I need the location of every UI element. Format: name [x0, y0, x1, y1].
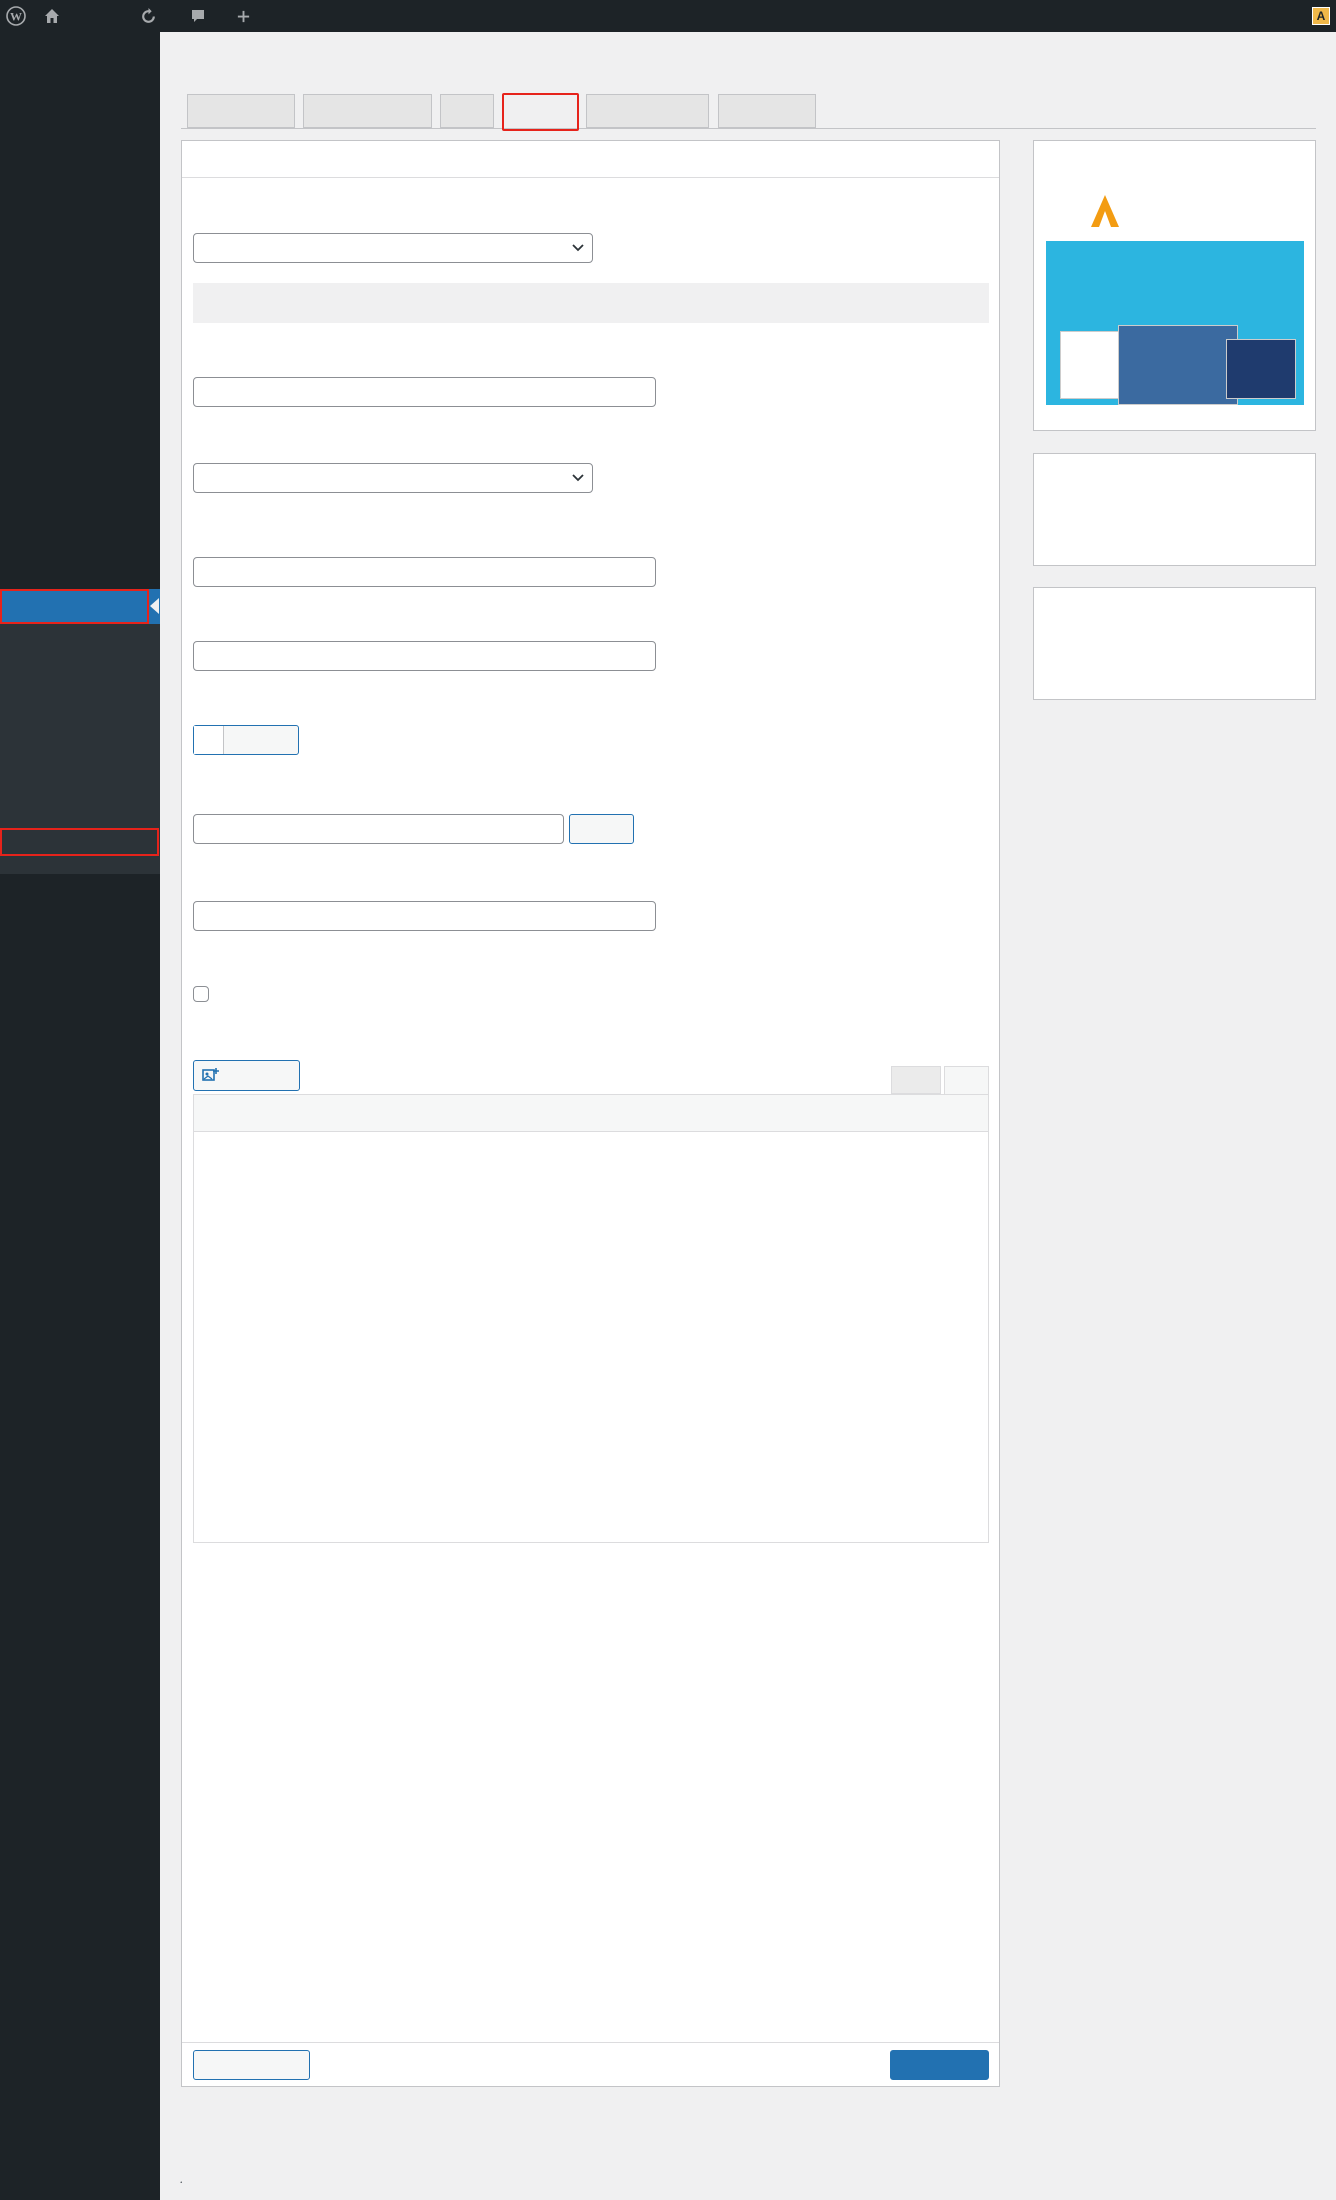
updates-link[interactable]	[140, 0, 164, 32]
comment-icon	[190, 8, 206, 24]
subtitle-input[interactable]	[193, 557, 656, 587]
footer-thanks: .	[180, 2171, 184, 2186]
banner-mockup-right	[1226, 339, 1296, 399]
num-sections-select[interactable]	[193, 233, 593, 263]
svg-text:W: W	[10, 9, 22, 24]
content-textarea[interactable]	[193, 1131, 989, 1543]
add-media-button[interactable]	[193, 1060, 300, 1091]
our-themes-widget	[1033, 140, 1316, 431]
chevron-down-icon	[572, 473, 584, 483]
tab-sections-highlight	[502, 93, 579, 131]
visual-tab[interactable]	[891, 1066, 941, 1094]
wordpress-logo-icon[interactable]	[6, 0, 26, 32]
my-account-link[interactable]	[1305, 0, 1330, 32]
select-color-label	[224, 726, 230, 754]
container-input[interactable]	[193, 377, 656, 407]
tab-homepage-slider[interactable]	[586, 94, 709, 128]
animation-select[interactable]	[193, 463, 593, 493]
css-input[interactable]	[193, 901, 656, 931]
hide-checkbox[interactable]	[193, 986, 209, 1002]
tab-font-typography[interactable]	[303, 94, 432, 128]
site-name-link[interactable]	[44, 0, 67, 32]
forum-widget	[1033, 453, 1316, 566]
theme-banner[interactable]	[1046, 241, 1304, 405]
theme-options-highlight	[0, 828, 159, 856]
comments-link[interactable]	[190, 0, 213, 32]
alexa-logo-icon	[1090, 193, 1120, 229]
admin-sidebar	[0, 32, 160, 2200]
quicktags-toolbar	[193, 1094, 989, 1132]
add-media-icon	[202, 1067, 220, 1083]
title-input[interactable]	[193, 641, 656, 671]
content-text	[194, 1132, 988, 1152]
section-1-header[interactable]	[193, 283, 989, 323]
upload-button[interactable]	[569, 814, 634, 844]
text-tab[interactable]	[944, 1066, 989, 1095]
banner-mockup-center	[1118, 325, 1238, 405]
updates-icon	[140, 8, 157, 25]
new-content-link[interactable]	[236, 0, 258, 32]
tab-short-codes[interactable]	[718, 94, 816, 128]
admin-bar	[0, 0, 1336, 32]
select-color-button[interactable]	[193, 725, 299, 755]
plus-icon	[236, 9, 251, 24]
tab-basic-settings[interactable]	[187, 94, 295, 128]
chevron-down-icon	[572, 243, 584, 253]
color-swatch	[194, 726, 224, 754]
appearance-highlight	[0, 589, 149, 624]
alexa-themes-logo[interactable]	[1090, 193, 1124, 229]
avatar: A	[1312, 7, 1330, 25]
home-icon	[44, 8, 60, 24]
documentation-widget	[1033, 587, 1316, 700]
restore-defaults-button[interactable]	[193, 2050, 310, 2080]
save-options-button[interactable]	[890, 2050, 989, 2080]
bgimage-input[interactable]	[193, 814, 564, 844]
tab-color[interactable]	[440, 94, 494, 128]
